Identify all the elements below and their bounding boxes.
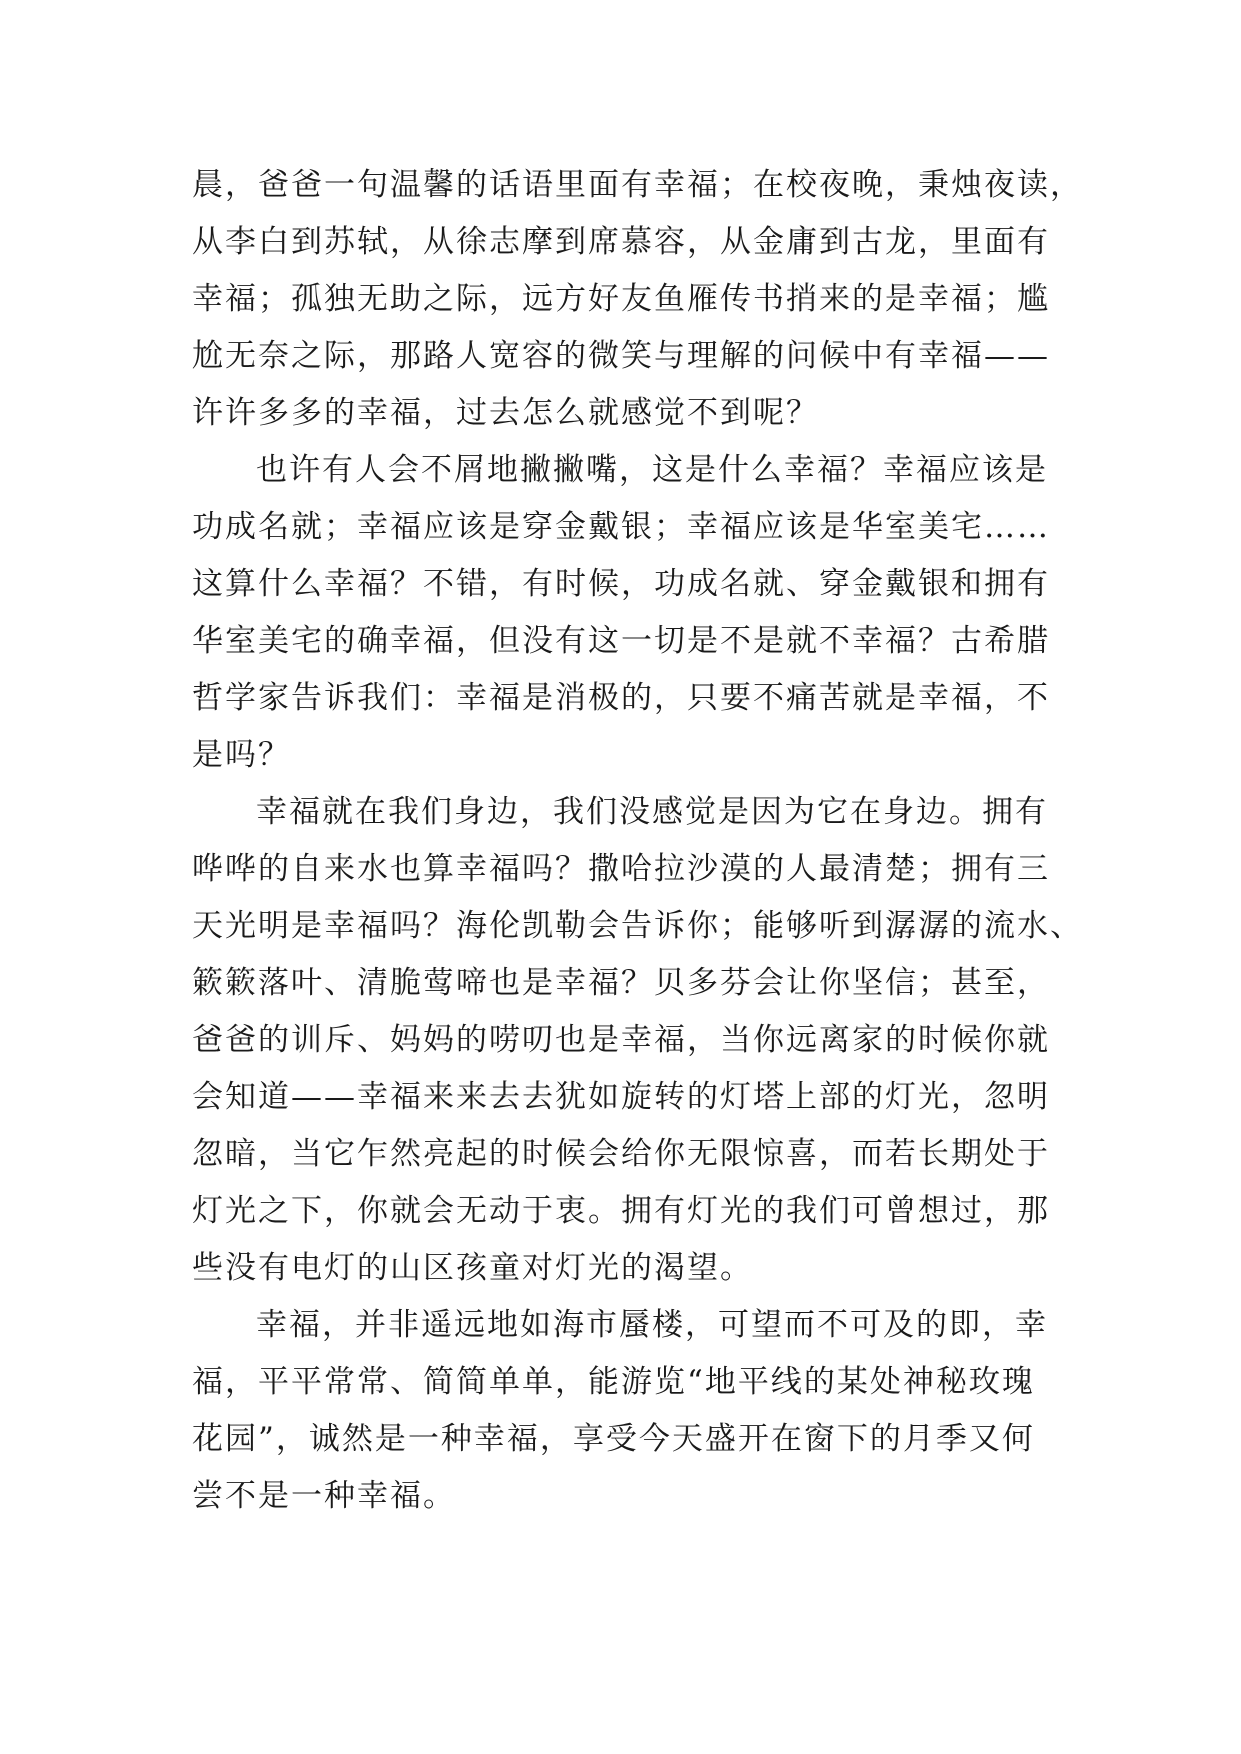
document-body (192, 157, 1083, 1525)
paragraph-4 (192, 1297, 1072, 1525)
text-line: 是吗？ (192, 737, 291, 773)
text-line: 爸爸的训斥、妈妈的唠叨也是幸福，当你远离家的时候你就 (192, 1022, 1050, 1058)
text-line: 会知道——幸福来来去去犹如旋转的灯塔上部的灯光，忽明 (192, 1079, 1050, 1115)
text-line: 幸福就在我们身边，我们没感觉是因为它在身边。拥有 (256, 794, 1048, 830)
text-line: 些没有电灯的山区孩童对灯光的渴望。 (192, 1250, 753, 1286)
text-line: 功成名就；幸福应该是穿金戴银；幸福应该是华室美宅…… (192, 509, 1050, 545)
paragraph-2 (192, 442, 1072, 784)
text-line: 哲学家告诉我们：幸福是消极的，只要不痛苦就是幸福，不 (192, 680, 1050, 716)
paragraph-3 (192, 784, 1083, 1297)
text-line: 忽暗，当它乍然亮起的时候会给你无限惊喜，而若长期处于 (192, 1136, 1050, 1172)
text-line: 从李白到苏轼，从徐志摩到席慕容，从金庸到古龙，里面有 (192, 224, 1050, 260)
text-line: 幸福，并非遥远地如海市蜃楼，可望而不可及的即，幸 (256, 1307, 1048, 1343)
text-line: 华室美宅的确幸福，但没有这一切是不是就不幸福？古希腊 (192, 623, 1050, 659)
text-line: 尝不是一种幸福。 (192, 1478, 456, 1514)
text-line: 幸福；孤独无助之际，远方好友鱼雁传书捎来的是幸福；尴 (192, 281, 1050, 317)
text-line: 晨，爸爸一句温馨的话语里面有幸福；在校夜晚，秉烛夜读， (192, 167, 1083, 203)
text-line: 福，平平常常、简简单单，能游览“地平线的某处神秘玫瑰 (192, 1364, 1035, 1400)
paragraph-1 (192, 157, 1083, 442)
text-line: 灯光之下，你就会无动于衷。拥有灯光的我们可曾想过，那 (192, 1193, 1050, 1229)
text-line: 许许多多的幸福，过去怎么就感觉不到呢？ (192, 395, 819, 431)
text-line: 天光明是幸福吗？海伦凯勒会告诉你；能够听到潺潺的流水、 (192, 908, 1083, 944)
text-line: 簌簌落叶、清脆莺啼也是幸福？贝多芬会让你坚信；甚至， (192, 965, 1050, 1001)
text-line: 也许有人会不屑地撇撇嘴，这是什么幸福？幸福应该是 (256, 452, 1048, 488)
text-line: 花园”，诚然是一种幸福，享受今天盛开在窗下的月季又何 (192, 1421, 1035, 1457)
text-line: 这算什么幸福？不错，有时候，功成名就、穿金戴银和拥有 (192, 566, 1050, 602)
text-line: 哗哗的自来水也算幸福吗？撒哈拉沙漠的人最清楚；拥有三 (192, 851, 1050, 887)
text-line: 尬无奈之际，那路人宽容的微笑与理解的问候中有幸福—— (192, 338, 1050, 374)
